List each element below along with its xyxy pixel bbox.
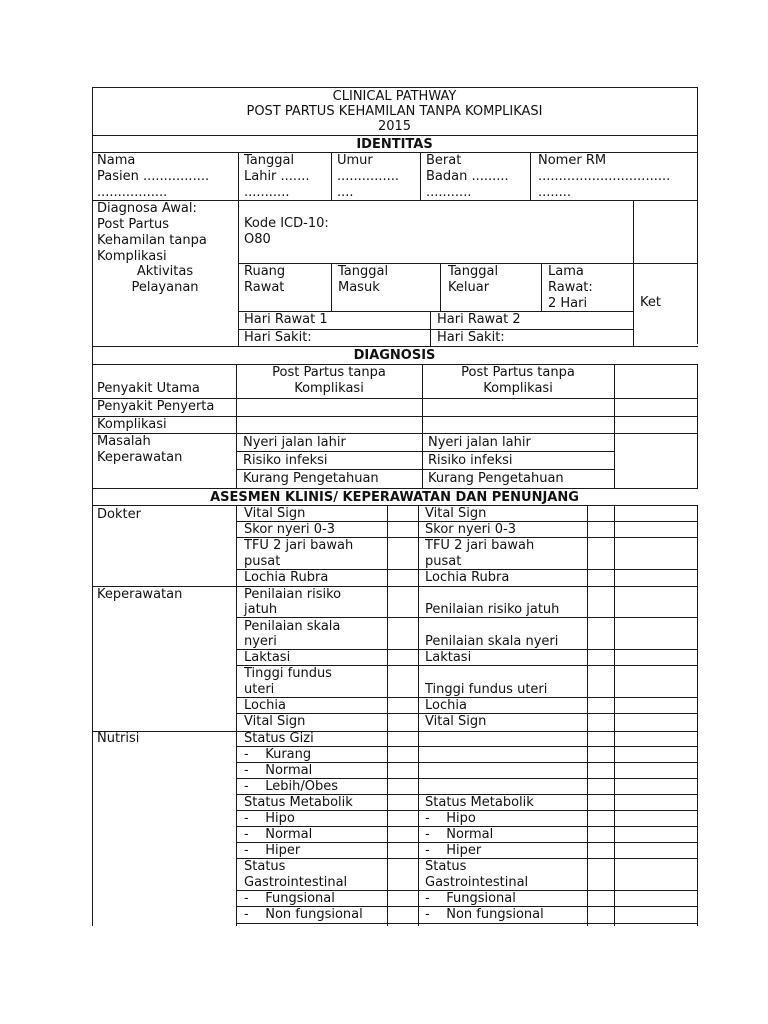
nutrisi-item: - Kurang — [244, 747, 312, 762]
penyakit-penyerta-label: Penyakit Penyerta — [97, 399, 215, 414]
dokter-item: Lochia Rubra — [244, 570, 329, 585]
keperawatan-item: nyeri — [244, 634, 277, 649]
table-rule — [331, 152, 332, 201]
penyakit-utama-hari1: Komplikasi — [294, 381, 364, 396]
diagnosa-awal: Komplikasi — [97, 249, 167, 264]
dokter-item: Vital Sign — [425, 506, 487, 521]
penyakit-utama-hari2: Post Partus tanpa — [461, 365, 575, 380]
penyakit-utama-hari2: Komplikasi — [483, 381, 553, 396]
table-rule — [92, 488, 698, 489]
nama-pasien: Nama — [97, 153, 136, 168]
table-rule — [236, 649, 698, 650]
dokter-item: Skor nyeri 0-3 — [244, 522, 335, 537]
umur: ............... — [337, 169, 399, 184]
masalah-item: Kurang Pengetahuan — [243, 471, 379, 486]
keperawatan-item: Penilaian risiko — [244, 587, 342, 602]
table-rule — [236, 778, 698, 779]
nutrisi-item: - Fungsional — [425, 891, 516, 906]
table-rule — [236, 713, 698, 714]
table-rule — [387, 505, 388, 587]
table-rule — [92, 433, 698, 434]
table-rule — [92, 152, 698, 153]
table-rule — [387, 586, 388, 732]
form-year: 2015 — [377, 119, 412, 134]
aktivitas-pelayanan: Pelayanan — [131, 280, 199, 295]
keperawatan-item: Laktasi — [244, 650, 291, 665]
dokter-item: Vital Sign — [244, 506, 306, 521]
nomer-rm: Nomer RM — [538, 153, 607, 168]
table-rule — [236, 906, 698, 907]
nutrisi-item: Status — [425, 859, 467, 874]
keperawatan-item: jatuh — [244, 602, 278, 617]
nutrisi-item: Gastrointestinal — [425, 875, 529, 890]
keperawatan-item: Lochia — [244, 698, 286, 713]
lama-rawat: Rawat: — [548, 280, 593, 295]
diagnosa-awal: Kehamilan tanpa — [97, 233, 207, 248]
umur: Umur — [337, 153, 373, 168]
table-rule — [236, 794, 698, 795]
table-rule — [530, 152, 531, 201]
masalah-item: Risiko infeksi — [428, 453, 513, 468]
table-rule — [236, 826, 698, 827]
masalah-keperawatan-label: Keperawatan — [97, 450, 183, 465]
table-rule — [236, 842, 698, 843]
table-rule — [236, 697, 698, 698]
table-rule — [92, 731, 698, 732]
table-rule — [236, 569, 698, 570]
nutrisi-item: - Non fungsional — [425, 907, 544, 922]
diagnosa-awal: Diagnosa Awal: — [97, 201, 197, 216]
table-rule — [236, 858, 698, 859]
diagnosa-awal: Post Partus — [97, 217, 170, 232]
nutrisi-item: - Non fungsional — [244, 907, 363, 922]
keperawatan-item: Laktasi — [425, 650, 472, 665]
tanggal-masuk: Tanggal — [338, 264, 389, 279]
table-rule — [92, 135, 698, 136]
table-rule — [236, 469, 615, 470]
komplikasi-label: Komplikasi — [97, 417, 167, 432]
table-rule — [236, 810, 698, 811]
section-identitas: IDENTITAS — [356, 137, 433, 152]
tanggal-keluar: Keluar — [448, 280, 490, 295]
nutrisi-label: Nutrisi — [97, 731, 140, 746]
penyakit-utama-label: Penyakit Utama — [97, 381, 200, 396]
nutrisi-item: - Hiper — [425, 843, 482, 858]
nama-pasien: ................. — [97, 185, 168, 200]
berat-badan: ........... — [426, 185, 472, 200]
dokter-item: TFU 2 jari bawah — [244, 538, 354, 553]
tanggal-lahir: ........... — [244, 185, 290, 200]
keperawatan-item: Lochia — [425, 698, 467, 713]
masalah-item: Kurang Pengetahuan — [428, 471, 564, 486]
nutrisi-item: - Hipo — [244, 811, 295, 826]
tanggal-masuk: Masuk — [338, 280, 380, 295]
table-rule — [236, 521, 698, 522]
table-rule — [92, 87, 698, 88]
hari-sakit-1: Hari Sakit: — [244, 330, 312, 345]
dokter-label: Dokter — [97, 507, 141, 522]
aktivitas-pelayanan: Aktivitas — [136, 264, 194, 279]
keperawatan-item: Penilaian skala — [244, 619, 341, 634]
tanggal-keluar: Tanggal — [448, 264, 499, 279]
masalah-keperawatan-label: Masalah — [97, 434, 151, 449]
nutrisi-item: - Hipo — [425, 811, 476, 826]
table-rule — [331, 263, 332, 312]
nutrisi-item: Status Metabolik — [425, 795, 534, 810]
hari-sakit-2: Hari Sakit: — [437, 330, 505, 345]
kode-icd: O80 — [244, 232, 271, 247]
dokter-item: pusat — [425, 554, 462, 569]
dokter-item: Skor nyeri 0-3 — [425, 522, 516, 537]
keperawatan-item: Penilaian skala nyeri — [425, 634, 559, 649]
table-rule — [236, 746, 698, 747]
nutrisi-item: - Normal — [425, 827, 494, 842]
kode-icd: Kode ICD-10: — [244, 216, 329, 231]
table-rule — [236, 617, 698, 618]
ruang-rawat: Ruang — [244, 264, 286, 279]
masalah-item: Nyeri jalan lahir — [243, 435, 346, 450]
nutrisi-item: - Lebih/Obes — [244, 779, 338, 794]
keperawatan-label: Keperawatan — [97, 587, 183, 602]
table-rule — [236, 665, 698, 666]
dokter-item: pusat — [244, 554, 281, 569]
table-rule — [236, 923, 698, 924]
table-rule — [697, 87, 698, 344]
lama-rawat: Lama — [548, 264, 584, 279]
nutrisi-item: Status Gizi — [244, 731, 314, 746]
form-subtitle: POST PARTUS KEHAMILAN TANPA KOMPLIKASI — [246, 104, 543, 119]
penyakit-utama-hari1: Post Partus tanpa — [272, 365, 386, 380]
nutrisi-item: - Fungsional — [244, 891, 335, 906]
hari-rawat-2: Hari Rawat 2 — [437, 312, 521, 327]
table-rule — [387, 731, 388, 926]
table-rule — [440, 263, 441, 312]
table-rule — [697, 364, 698, 489]
table-rule — [92, 87, 93, 926]
nutrisi-item: Status — [244, 859, 286, 874]
nutrisi-item: Status Metabolik — [244, 795, 353, 810]
keperawatan-item: Tinggi fundus uteri — [425, 682, 548, 697]
table-rule — [420, 152, 421, 201]
table-rule — [92, 505, 698, 506]
nomer-rm: ................................ — [538, 169, 671, 184]
table-rule — [92, 346, 698, 347]
nomer-rm: ........ — [538, 185, 572, 200]
berat-badan: Badan ......... — [426, 169, 509, 184]
ruang-rawat: Rawat — [244, 280, 285, 295]
table-rule — [614, 364, 615, 489]
nutrisi-item: - Normal — [244, 763, 313, 778]
section-asesmen: ASESMEN KLINIS/ KEPERAWATAN DAN PENUNJANG — [210, 490, 579, 505]
table-rule — [92, 416, 698, 417]
berat-badan: Berat — [426, 153, 462, 168]
table-rule — [238, 152, 239, 201]
table-rule — [236, 890, 698, 891]
nutrisi-item: Gastrointestinal — [244, 875, 348, 890]
lama-rawat: 2 Hari — [548, 296, 588, 311]
tanggal-lahir: Lahir ....... — [244, 169, 310, 184]
form-title: CLINICAL PATHWAY — [332, 89, 457, 104]
table-rule — [236, 451, 615, 452]
keperawatan-item: Vital Sign — [244, 714, 306, 729]
umur: .... — [337, 185, 354, 200]
table-rule — [92, 586, 698, 587]
table-rule — [238, 200, 239, 347]
masalah-item: Risiko infeksi — [243, 453, 328, 468]
dokter-item: TFU 2 jari bawah — [425, 538, 535, 553]
keperawatan-item: Vital Sign — [425, 714, 487, 729]
nutrisi-item: - Normal — [244, 827, 313, 842]
table-rule — [236, 537, 698, 538]
ket-label: Ket — [640, 295, 661, 310]
table-rule — [541, 263, 542, 312]
table-rule — [633, 200, 634, 347]
table-rule — [236, 762, 698, 763]
keperawatan-item: Penilaian risiko jatuh — [425, 602, 560, 617]
dokter-item: Lochia Rubra — [425, 570, 510, 585]
keperawatan-item: uteri — [244, 682, 275, 697]
keperawatan-item: Tinggi fundus — [244, 666, 332, 681]
nama-pasien: Pasien ................ — [97, 169, 210, 184]
nutrisi-item: - Hiper — [244, 843, 301, 858]
masalah-item: Nyeri jalan lahir — [428, 435, 531, 450]
hari-rawat-1: Hari Rawat 1 — [244, 312, 328, 327]
section-diagnosis: DIAGNOSIS — [353, 348, 436, 363]
tanggal-lahir: Tanggal — [244, 153, 295, 168]
